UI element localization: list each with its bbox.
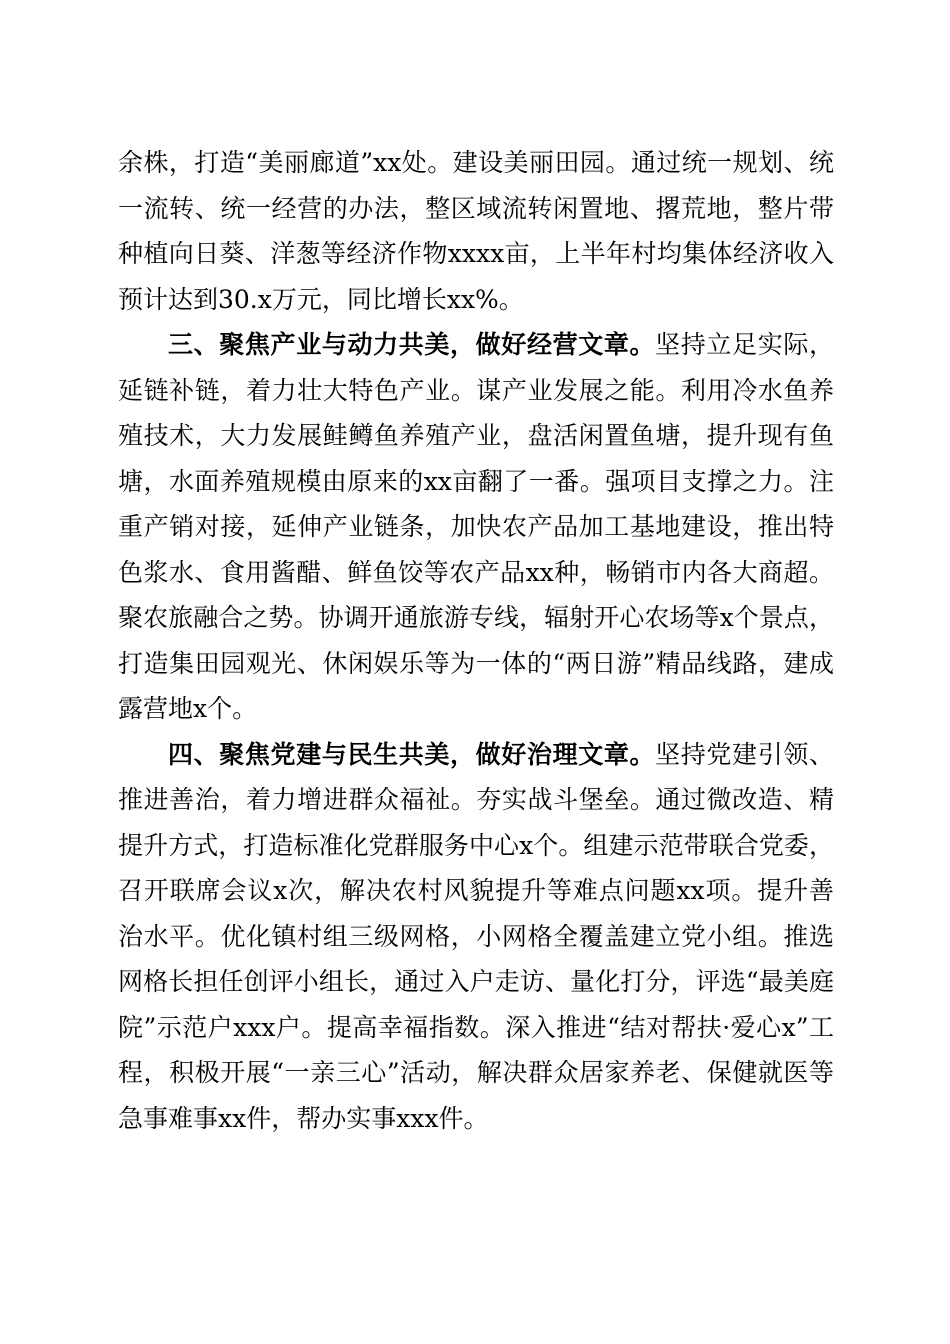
- paragraph-continuation: [118, 140, 834, 322]
- paragraph-text: 坚持立足实际，延链补链，着力壮大特色产业。谋产业发展之能。利用冷水鱼养殖技术，大力发展鲑鳟鱼养殖产业，盘活闲置鱼塘，提升现有鱼塘，水面养殖规模由原来的xx亩翻了一番。强项目支撑之力。注重产销对接，延伸产业链条，加快农产品加工基地建设，推出特色浆水、食用酱醋、鲜鱼饺等农产品xx种，畅销市内各大商超。聚农旅融合之势。协调开通旅游专线，辐射开心农场等x个景点，打造集田园观光、休闲娱乐等为一体的“两日游”精品线路，建成露营地x个。: [118, 330, 834, 723]
- document-body: [118, 140, 834, 1141]
- section-heading: 四、聚焦党建与民生共美，做好治理文章。: [168, 739, 656, 769]
- paragraph-section-four: [118, 732, 834, 1142]
- paragraph-text: 余株，打造“美丽廊道”xx处。建设美丽田园。通过统一规划、统一流转、统一经营的办法，整区域流转闲置地、撂荒地，整片带种植向日葵、洋葱等经济作物xxxx亩，上半年村均集体经济收入预计达到30.x万元，同比增长xx%。: [118, 148, 834, 314]
- paragraph-text: 坚持党建引领、推进善治，着力增进群众福祉。夯实战斗堡垒。通过微改造、精提升方式，打造标准化党群服务中心x个。组建示范带联合党委，召开联席会议x次，解决农村风貌提升等难点问题xx项。提升善治水平。优化镇村组三级网格，小网格全覆盖建立党小组。推选网格长担任创评小组长，通过入户走访、量化打分，评选“最美庭院”示范户xxx户。提高幸福指数。深入推进“结对帮扶·爱心x”工程，积极开展“一亲三心”活动，解决群众居家养老、保健就医等急事难事xx件，帮办实事xxx件。: [118, 739, 834, 1133]
- section-heading: 三、聚焦产业与动力共美，做好经营文章。: [168, 330, 656, 359]
- paragraph-section-three: [118, 322, 834, 732]
